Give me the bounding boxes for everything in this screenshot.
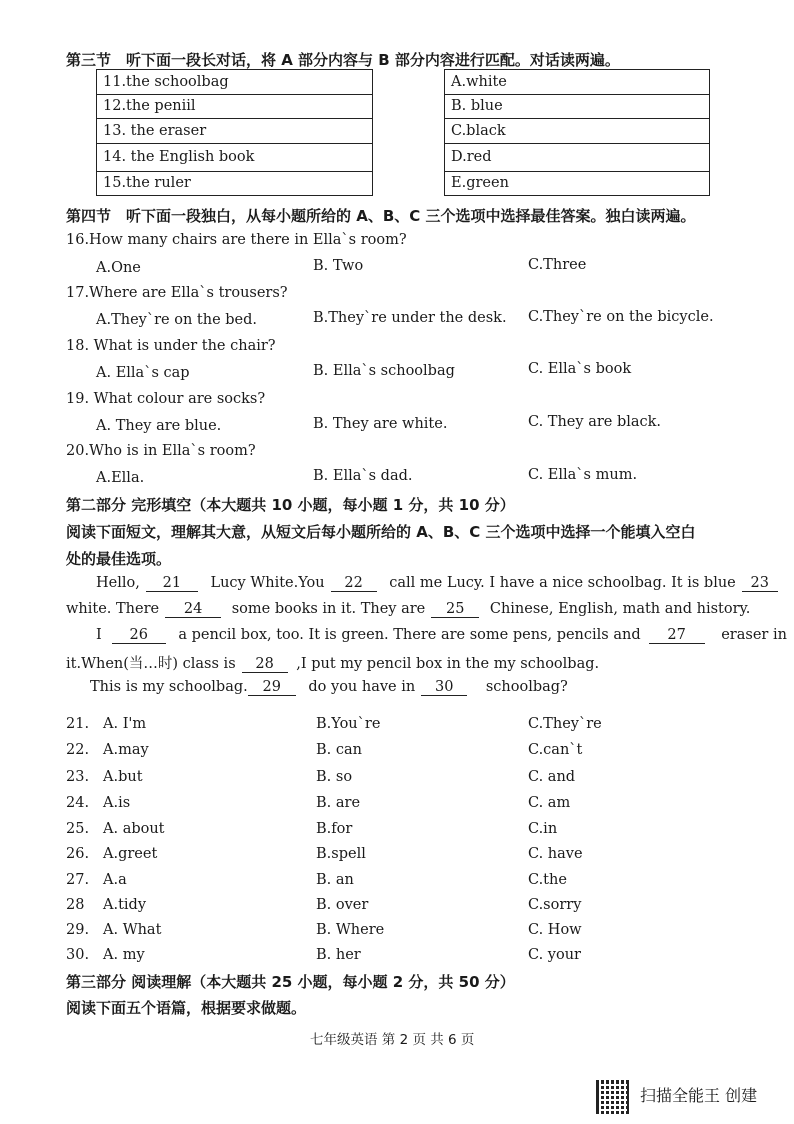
match-table-a — [96, 69, 373, 196]
option-a: A. Ella`s cap — [96, 365, 190, 381]
option-a: A. I'm — [103, 716, 147, 732]
option-a: A.a — [103, 872, 127, 888]
cloze-question-number: 24. — [66, 795, 90, 811]
option-b: B. Two — [313, 258, 364, 274]
option-c: C.the — [528, 872, 567, 888]
option-c: C. have — [528, 846, 583, 862]
cloze-question-number: 29. — [66, 922, 90, 938]
part2-title: 第二部分 完形填空（本大题共 10 小题，每小题 1 分，共 10 分） — [66, 496, 515, 514]
option-a: A. What — [103, 922, 162, 938]
cloze-question-number: 25. — [66, 821, 90, 837]
question-20: 20.Who is in Ella`s room? — [66, 443, 256, 459]
blank-30[interactable]: 30 — [421, 679, 467, 696]
match-table-b — [444, 69, 710, 196]
match-a-item: 11.the schoolbag — [97, 70, 373, 95]
blank-21[interactable]: 21 — [146, 575, 198, 592]
blank-25[interactable]: 25 — [431, 601, 479, 618]
part2-instruction-cont: 处的最佳选项。 — [66, 550, 172, 568]
option-c: C. and — [528, 769, 576, 785]
question-19: 19. What colour are socks? — [66, 391, 266, 407]
match-a-item: 13. the eraser — [97, 119, 373, 144]
option-a: A.They`re on the bed. — [96, 312, 258, 328]
blank-27[interactable]: 27 — [649, 627, 705, 644]
passage-line-5: This is my schoolbag. 29 do you have in 30 schoolbag? — [90, 679, 568, 695]
section3-title: 第三节 听下面一段长对话，将 A 部分内容与 B 部分内容进行匹配。对话读两遍。 — [66, 51, 620, 69]
qr-code-icon — [596, 1080, 630, 1114]
option-a: A.One — [96, 260, 141, 276]
cloze-question-number: 30. — [66, 947, 90, 963]
passage-line-1: Hello, 21 Lucy White.You 22 call me Lucy. I have a nice schoolbag. It is blue 23 — [96, 575, 778, 592]
option-a: A.is — [103, 795, 131, 811]
match-b-item: D.red — [445, 143, 710, 171]
option-b: B. They are white. — [313, 416, 448, 432]
cloze-question-number: 28 — [66, 897, 85, 913]
scanner-label: 扫描全能王 创建 — [640, 1086, 758, 1105]
page-footer: 七年级英语 第 2 页 共 6 页 — [310, 1032, 475, 1048]
option-c: C. Ella`s book — [528, 361, 632, 377]
part3-title: 第三部分 阅读理解（本大题共 25 小题，每小题 2 分，共 50 分） — [66, 973, 515, 991]
option-b: B. Ella`s dad. — [313, 468, 413, 484]
blank-26[interactable]: 26 — [112, 627, 166, 644]
option-b: B.You`re — [316, 716, 381, 732]
option-c: C. They are black. — [528, 414, 662, 430]
option-a: A.Ella. — [96, 470, 145, 486]
option-b: B.They`re under the desk. — [313, 310, 507, 326]
cloze-question-number: 22. — [66, 742, 90, 758]
blank-23[interactable]: 23 — [742, 575, 778, 592]
option-a: A. They are blue. — [96, 418, 222, 434]
option-b: B. Where — [316, 922, 385, 938]
option-c: C.sorry — [528, 897, 582, 913]
option-c: C.in — [528, 821, 558, 837]
match-b-item: C.black — [445, 119, 710, 144]
match-a-item: 15.the ruler — [97, 171, 373, 196]
option-c: C. am — [528, 795, 571, 811]
blank-28[interactable]: 28 — [242, 656, 288, 673]
option-b: B. are — [316, 795, 361, 811]
blank-29[interactable]: 29 — [248, 679, 296, 696]
option-c: C. Ella`s mum. — [528, 467, 638, 483]
blank-24[interactable]: 24 — [165, 601, 221, 618]
option-c: C.Three — [528, 257, 587, 273]
match-b-item: E.green — [445, 171, 710, 196]
question-16: 16.How many chairs are there in Ella`s room? — [66, 232, 407, 248]
option-b: B. her — [316, 947, 361, 963]
match-a-item: 14. the English book — [97, 143, 373, 171]
option-b: B. an — [316, 872, 354, 888]
match-b-item: B. blue — [445, 94, 710, 119]
question-18: 18. What is under the chair? — [66, 338, 276, 354]
passage-line-3: I 26 a pencil box, too. It is green. There are some pens, pencils and 27 eraser in — [96, 627, 787, 643]
option-c: C. your — [528, 947, 581, 963]
match-b-item: A.white — [445, 70, 710, 95]
option-c: C.can`t — [528, 742, 583, 758]
match-a-item: 12.the peniil — [97, 94, 373, 119]
option-b: B. so — [316, 769, 353, 785]
option-a: A.but — [103, 769, 143, 785]
section4-title: 第四节 听下面一段独白，从每小题所给的 A、B、C 三个选项中选择最佳答案。独白读两遍。 — [66, 207, 696, 225]
option-c: C.They`re — [528, 716, 602, 732]
option-b: B. Ella`s schoolbag — [313, 363, 455, 379]
option-b: B. can — [316, 742, 362, 758]
cloze-question-number: 26. — [66, 846, 90, 862]
option-a: A.may — [103, 742, 149, 758]
option-a: A.tidy — [103, 897, 147, 913]
part2-instruction: 阅读下面短文，理解其大意，从短文后每小题所给的 A、B、C 三个选项中选择一个能填入空白 — [66, 523, 696, 541]
option-c: C. How — [528, 922, 582, 938]
option-b: B. over — [316, 897, 369, 913]
option-a: A.greet — [103, 846, 158, 862]
option-b: B.for — [316, 821, 353, 837]
question-17: 17.Where are Ella`s trousers? — [66, 285, 288, 301]
passage-line-4: it.When(当…时) class is 28 ,I put my pencil box in the my schoolbag. — [66, 656, 600, 672]
option-c: C.They`re on the bicycle. — [528, 309, 714, 325]
option-b: B.spell — [316, 846, 366, 862]
passage-line-2: white. There 24 some books in it. They are 25 Chinese, English, math and history. — [66, 601, 751, 617]
cloze-question-number: 23. — [66, 769, 90, 785]
option-a: A. my — [103, 947, 145, 963]
cloze-question-number: 27. — [66, 872, 90, 888]
option-a: A. about — [103, 821, 165, 837]
blank-22[interactable]: 22 — [331, 575, 377, 592]
part3-instruction: 阅读下面五个语篇，根据要求做题。 — [66, 999, 307, 1017]
cloze-question-number: 21. — [66, 716, 90, 732]
